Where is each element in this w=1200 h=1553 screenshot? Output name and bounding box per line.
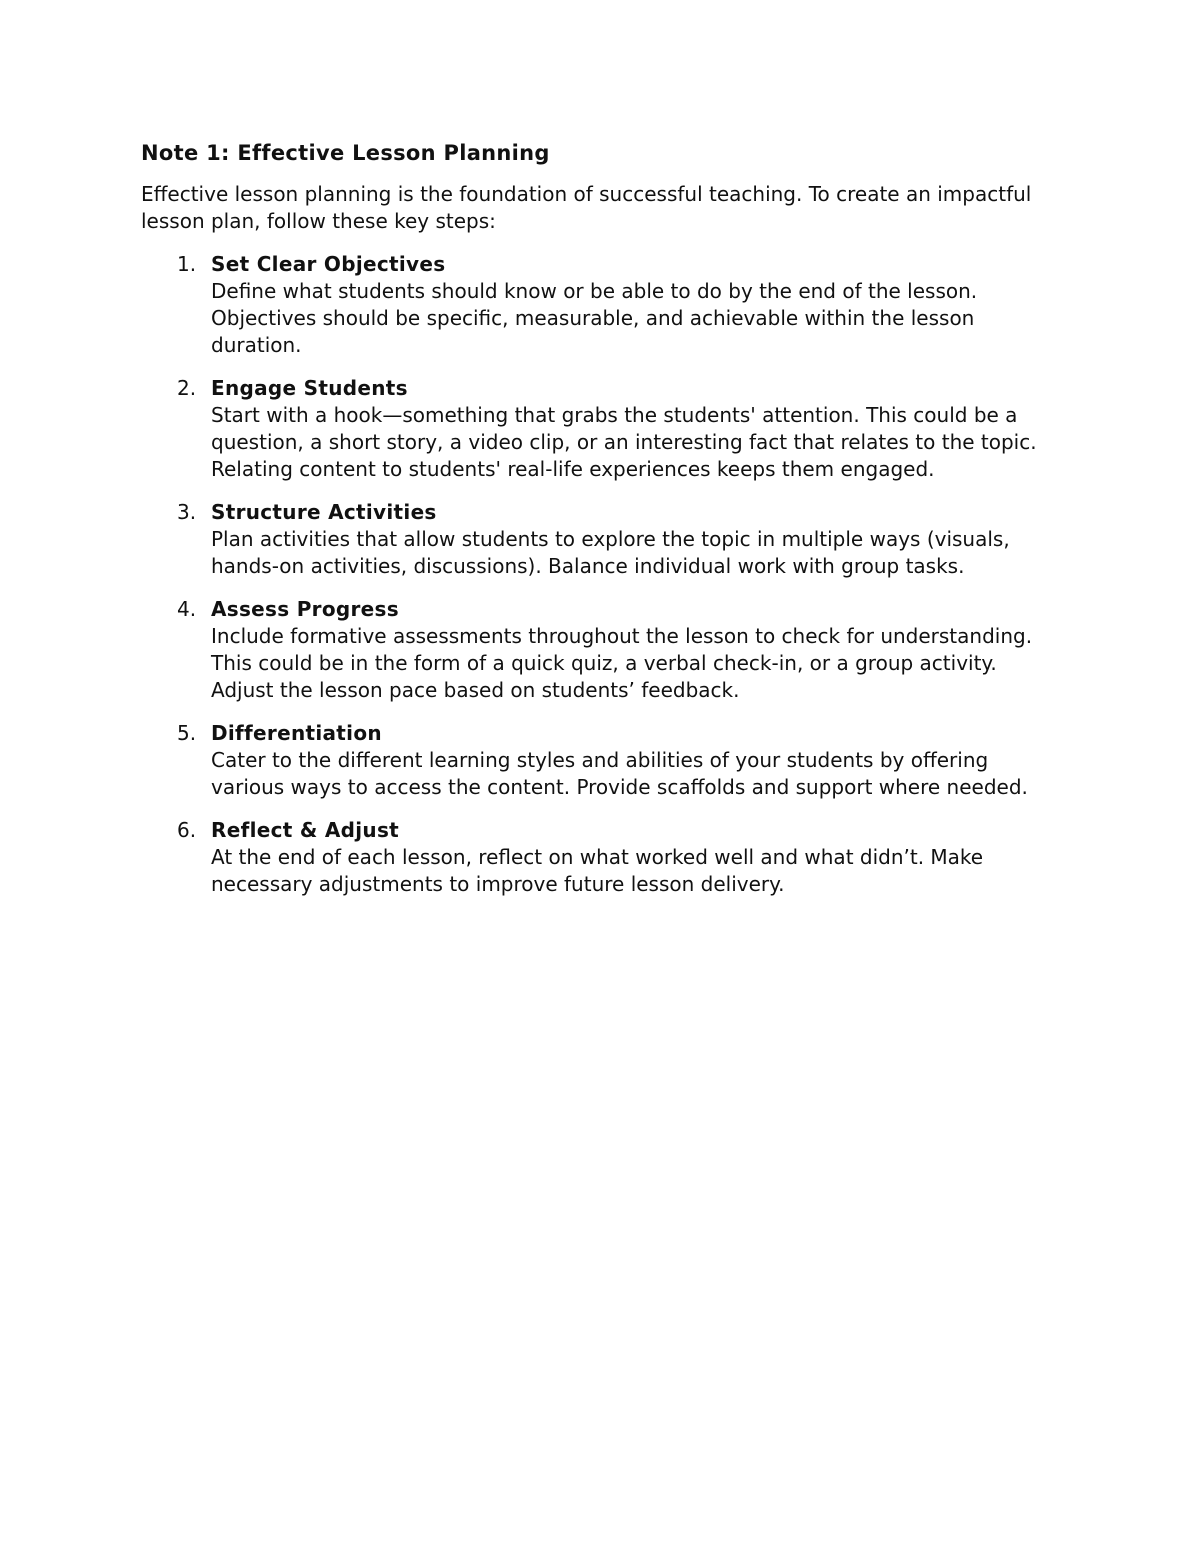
list-item	[141, 499, 1061, 580]
document-content	[141, 139, 1061, 914]
document-title: Note 1: Effective Lesson Planning	[141, 141, 550, 165]
list-item	[141, 251, 1061, 359]
step-text: Include formative assessments throughout the lesson to check for understanding. This could be in the form of a quick quiz, a verbal check-in, or a group activity. Adjust the lesson pace based on students’ feedback.	[211, 624, 1033, 702]
step-heading: Engage Students	[211, 376, 408, 400]
intro-paragraph: Effective lesson planning is the foundation of successful teaching. To create an impactful lesson plan, follow these key steps:	[141, 182, 1032, 233]
step-number: 5.	[177, 721, 197, 745]
step-text: At the end of each lesson, reflect on what worked well and what didn’t. Make necessary adjustments to improve future lesson delivery.	[211, 845, 984, 896]
list-item	[141, 817, 1061, 898]
step-text: Plan activities that allow students to explore the topic in multiple ways (visuals, hands-on activities, discussions). Balance individual work with group tasks.	[211, 527, 1010, 578]
step-heading: Set Clear Objectives	[211, 252, 446, 276]
list-item	[141, 720, 1061, 801]
step-text: Cater to the different learning styles and abilities of your students by offering various ways to access the content. Provide scaffolds and support where needed.	[211, 748, 1028, 799]
steps-list	[141, 251, 1061, 898]
list-item	[141, 596, 1061, 704]
step-number: 6.	[177, 818, 197, 842]
step-number: 2.	[177, 376, 197, 400]
step-number: 1.	[177, 252, 197, 276]
step-number: 3.	[177, 500, 197, 524]
step-text: Define what students should know or be able to do by the end of the lesson. Objectives should be specific, measurable, and achievable within the lesson duration.	[211, 279, 978, 357]
step-text: Start with a hook—something that grabs the students' attention. This could be a question, a short story, a video clip, or an interesting fact that relates to the topic. Relating content to students' real-life experiences keeps them engaged.	[211, 403, 1037, 481]
step-heading: Differentiation	[211, 721, 382, 745]
list-item	[141, 375, 1061, 483]
step-heading: Structure Activities	[211, 500, 437, 524]
step-number: 4.	[177, 597, 197, 621]
step-heading: Reflect & Adjust	[211, 818, 400, 842]
step-heading: Assess Progress	[211, 597, 399, 621]
